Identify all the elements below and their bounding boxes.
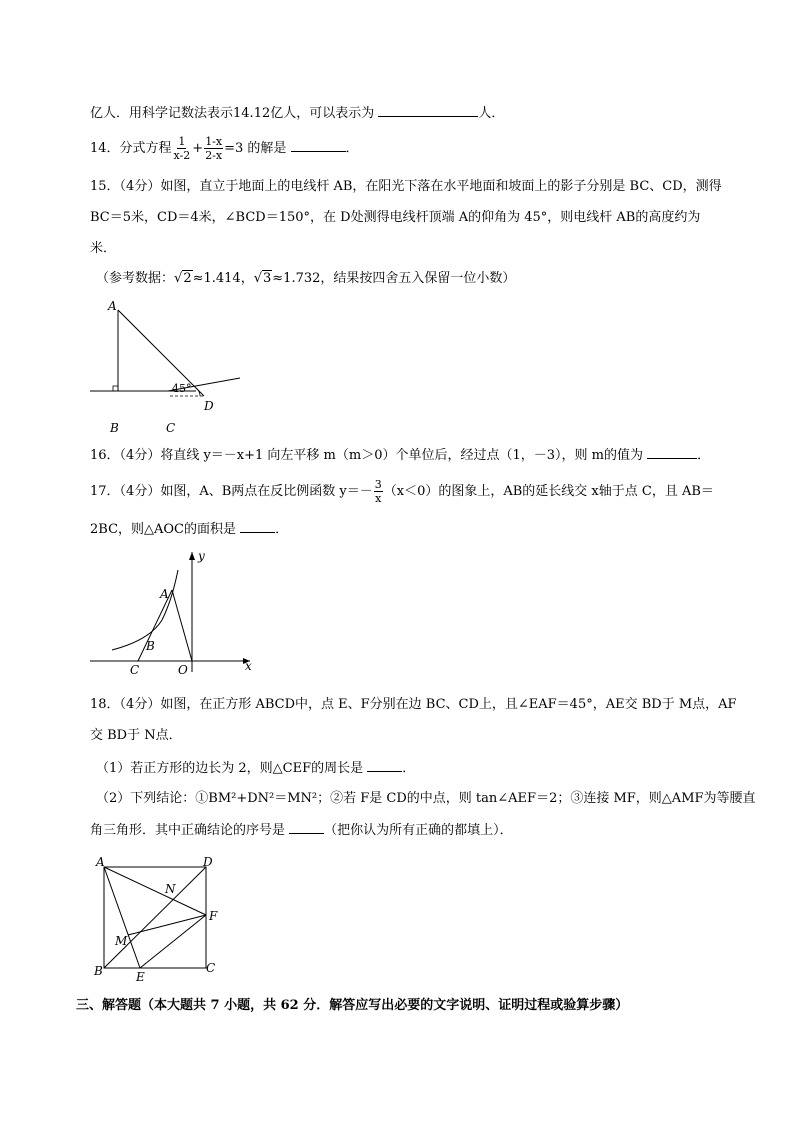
q18-label-f: F <box>209 909 218 923</box>
q18-label-n: N <box>165 882 176 896</box>
q13-text3: 人． <box>478 106 505 121</box>
section3-heading: 三、解答题（本大题共 7 小题，共 62 分．解答应写出必要的文字说明、证明过程或验算步骤） <box>76 998 629 1013</box>
q18-sub1-text: （1）若正方形的边长为 2，则△CEF的周长是 <box>96 761 364 776</box>
q14-label: 14．分式方程 <box>90 141 172 156</box>
q15-ref-prefix: （参考数据： <box>96 271 175 286</box>
q15-approx2: ≈1.732，结果按四舍五入保留一位小数） <box>272 271 516 286</box>
q17-label-b: B <box>146 639 155 653</box>
q14-f2-den: 2-x <box>205 149 223 162</box>
q18-label-a: A <box>96 855 105 869</box>
q15-label-angle: 45° <box>172 382 192 395</box>
q17-label-o: O <box>178 663 188 677</box>
q15-line1: 15．（4分）如图，直立于地面上的电线杆 AB，在阳光下落在水平地面和坡面上的影子分别是 BC、CD，测得 <box>90 179 722 194</box>
q13-number: 14.12 <box>233 106 271 121</box>
q17-label-a: A <box>160 587 169 601</box>
q13-text2: 亿人，可以表示为 <box>270 106 375 121</box>
sqrt3: √3 <box>253 271 272 286</box>
q15-label-d: D <box>204 399 214 413</box>
sqrt3-radicand: 3 <box>263 271 272 286</box>
q18-label-e: E <box>136 970 145 984</box>
q18-sub1-end: ． <box>402 761 416 776</box>
q17-line2-text: 2BC，则△AOC的面积是 <box>90 522 237 537</box>
q18-label-d: D <box>203 855 213 869</box>
q18-label-m: M <box>115 934 128 948</box>
q14-plus: + <box>192 141 204 156</box>
q16-text: 16．（4分）将直线 y＝－x+1 向左平移 m（m＞0）个单位后，经过点（1，－3），则 m的值为 <box>90 448 643 463</box>
q18-sub2-line1: （2）下列结论：①BM²+DN²＝MN²；②若 F是 CD的中点，则 tan∠AEF＝2；③连接 MF，则△AMF为等腰直 <box>96 791 756 806</box>
q17-pre: 17．（4分）如图，A、B两点在反比例函数 y＝－ <box>90 484 373 499</box>
q14-f2-num: 1-x <box>205 135 223 148</box>
q14-rhs: =3 的解是 <box>224 141 287 156</box>
q15-label-c: C <box>166 421 176 435</box>
q17-label-c: C <box>130 663 140 677</box>
q14-f1-den: x-2 <box>173 149 191 162</box>
q18-sub2-line2-text: 角三角形．其中正确结论的序号是 <box>90 823 286 838</box>
sqrt2: √2 <box>174 271 192 286</box>
q18-label-c: C <box>206 961 216 975</box>
q17-end: ． <box>275 522 289 537</box>
sqrt2-radicand: 2 <box>183 271 192 286</box>
q15-label-a: A <box>108 299 117 313</box>
q15-label-b: B <box>110 421 119 435</box>
q18-label-b: B <box>94 964 103 978</box>
q17-label-y: y <box>198 549 205 563</box>
q18-line2: 交 BD于 N点． <box>90 728 182 743</box>
q15-line2: BC＝5米，CD＝4米，∠BCD＝150°，在 D处测得电线杆顶端 A的仰角为 45°，则电线杆 AB的高度约为 <box>90 210 701 225</box>
q18-sub2-end: （把你认为所有正确的都填上）． <box>324 823 513 838</box>
q17-label-x: x <box>245 659 252 673</box>
q18-line1: 18．（4分）如图，在正方形 ABCD中，点 E、F分别在边 BC、CD上，且∠EAF＝45°，AE交 BD于 M点，AF <box>90 697 737 712</box>
q16-end: ． <box>697 448 711 463</box>
q14-f1-num: 1 <box>178 135 186 148</box>
q17-post: （x＜0）的图象上，AB的延长线交 x轴于点 C，且 AB＝ <box>383 484 714 499</box>
q15-approx1: ≈1.414， <box>192 271 254 286</box>
q13-text1: 亿人．用科学记数法表示 <box>90 106 234 121</box>
q17-f-den: x <box>375 492 382 505</box>
q17-f-num: 3 <box>374 478 382 491</box>
q14-end: ． <box>345 141 359 156</box>
q15-line3: 米． <box>90 241 117 256</box>
